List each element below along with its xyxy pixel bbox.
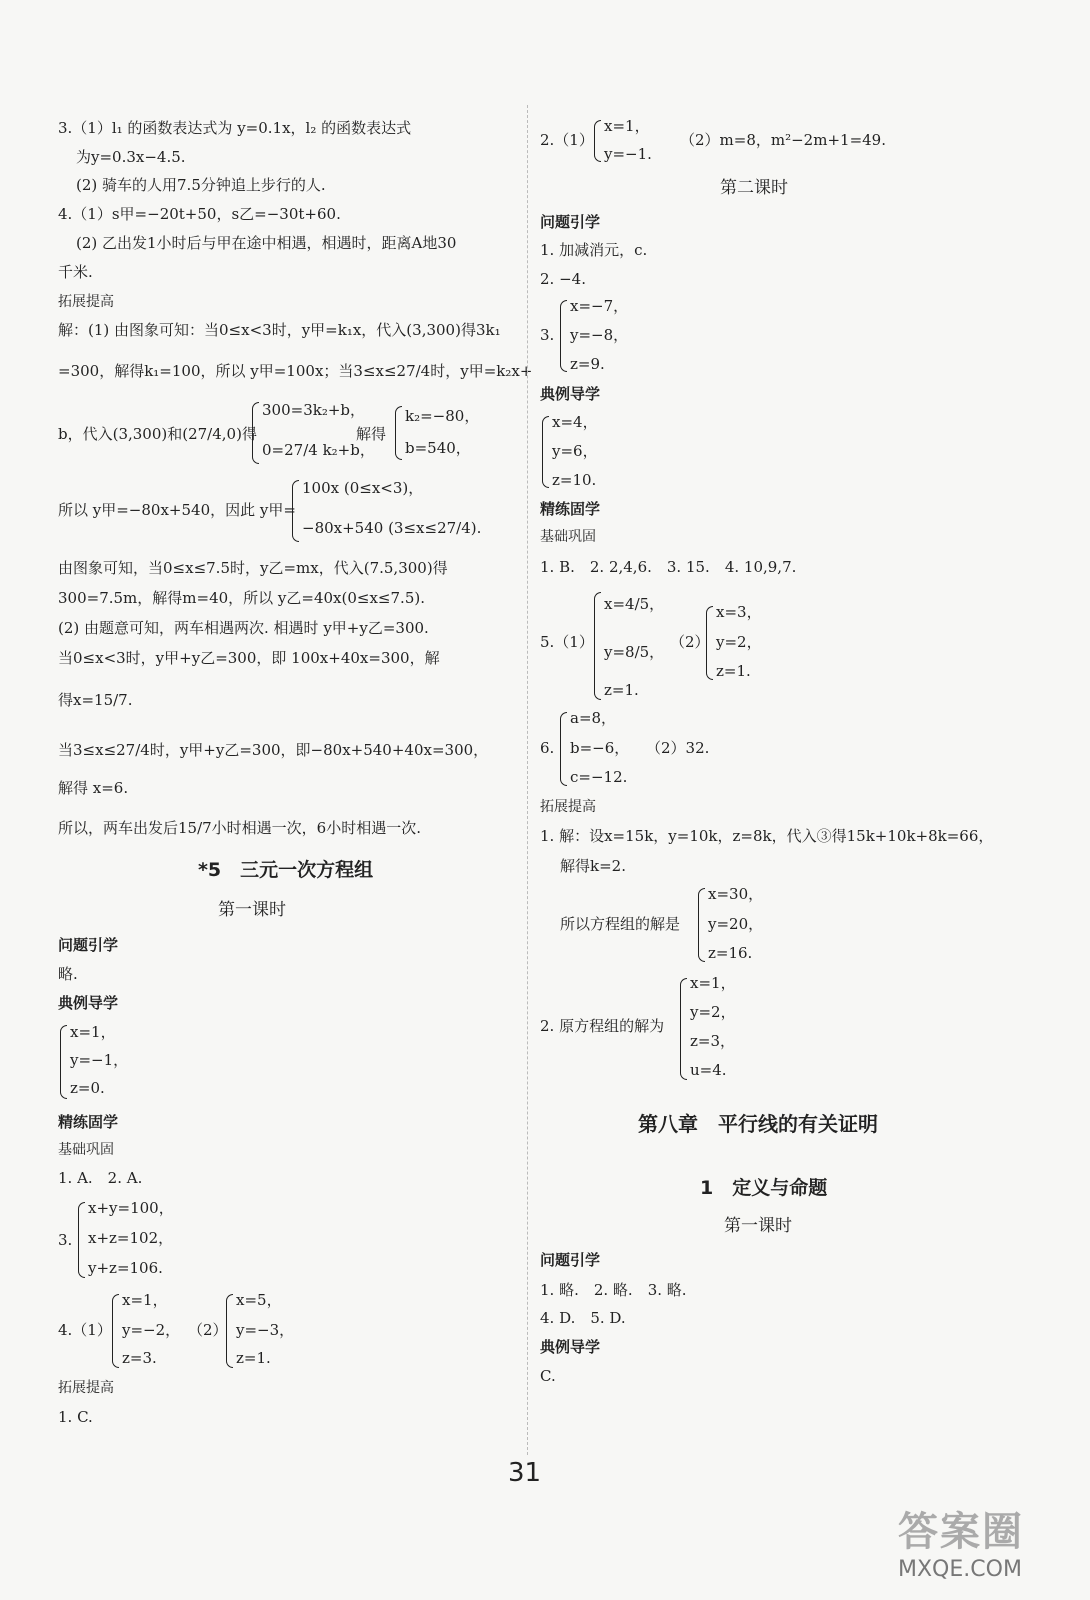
chapter-heading: 第八章 平行线的有关证明 — [638, 1112, 878, 1136]
equation-line: b=−6， — [570, 739, 630, 757]
text-line: 2. −4. — [540, 270, 586, 288]
equation-line: y=−1， — [70, 1051, 129, 1069]
text-line: 解得 — [356, 425, 387, 443]
equation-line: z=10. — [552, 471, 597, 489]
text-line: b，代入(3,300)和(27/4,0)得 — [58, 425, 257, 443]
subsection-label: 基础巩固 — [540, 529, 596, 545]
text-line: 3. — [58, 1231, 73, 1249]
equation-line: a=8， — [570, 709, 617, 727]
equation-line: x=5， — [236, 1291, 282, 1309]
equation-brace — [698, 888, 705, 962]
equation-brace — [594, 120, 601, 162]
equation-line: y=−3， — [236, 1321, 295, 1339]
equation-brace — [60, 1025, 67, 1099]
text-line: 解：(1) 由图象可知：当0≤x<3时，y甲=k₁x，代入(3,300)得3k₁ — [58, 321, 501, 339]
text-line: 6. — [540, 739, 555, 757]
text-line: （2）m=8，m²−2m+1=49. — [680, 131, 886, 149]
equation-line: z=9. — [570, 355, 605, 373]
text-line: 4.（1）s甲=−20t+50，s乙=−30t+60. — [58, 205, 341, 223]
equation-brace — [594, 592, 601, 700]
lesson-heading: 第二课时 — [720, 178, 788, 198]
equation-line: z=1. — [236, 1349, 271, 1367]
text-line: 解得k=2. — [560, 857, 626, 875]
equation-brace — [292, 480, 299, 542]
text-line: 所以方程组的解是 — [560, 915, 681, 933]
right-column — [528, 0, 1090, 1460]
text-line: 300=7.5m，解得m=40，所以 y乙=40x(0≤x≤7.5). — [58, 589, 425, 607]
subsection-label: 典例导学 — [540, 385, 601, 403]
text-line: 5.（1） — [540, 633, 594, 651]
equation-line: x+y=100， — [88, 1199, 174, 1217]
equation-line: x=1， — [604, 117, 650, 135]
text-line: 当0≤x<3时，y甲+y乙=300，即 100x+40x=300，解 — [58, 649, 440, 667]
text-line: (2) 由题意可知，两车相遇两次. 相遇时 y甲+y乙=300. — [58, 619, 429, 637]
text-line: =300，解得k₁=100，所以 y甲=100x；当3≤x≤27/4时，y甲=k₂x+ — [58, 362, 533, 380]
equation-line: 300=3k₂+b， — [262, 401, 366, 419]
equation-line: z=3. — [122, 1349, 157, 1367]
text-line: C. — [540, 1367, 556, 1385]
text-line: 3.（1）l₁ 的函数表达式为 y=0.1x，l₂ 的函数表达式 — [58, 119, 412, 137]
text-line: 4.（1） — [58, 1321, 112, 1339]
text-line: (2) 乙出发1小时后与甲在途中相遇，相遇时，距离A地30 — [76, 234, 457, 252]
equation-line: u=4. — [690, 1061, 727, 1079]
subsection-label: 拓展提高 — [540, 799, 596, 815]
text-line: 得x=15/7. — [58, 691, 133, 709]
equation-line: y=−8， — [570, 326, 629, 344]
text-line: 所以 y甲=−80x+540，因此 y甲= — [58, 501, 296, 519]
subsection-label: 问题引学 — [58, 936, 119, 954]
equation-line: y=−2， — [122, 1321, 181, 1339]
text-line: 1. 略. 2. 略. 3. 略. — [540, 1281, 687, 1299]
subsection-label: 基础巩固 — [58, 1142, 114, 1158]
subsection-label: 精练固学 — [58, 1113, 119, 1131]
text-line: （2）32. — [646, 739, 710, 757]
text-line: (2) 骑车的人用7.5分钟追上步行的人. — [76, 176, 326, 194]
equation-line: y=2， — [716, 633, 762, 651]
text-line: （2） — [670, 633, 710, 651]
equation-brace — [560, 712, 567, 786]
subsection-label: 问题引学 — [540, 213, 601, 231]
text-line: 千米. — [58, 263, 93, 281]
subsection-label: 拓展提高 — [58, 1380, 114, 1396]
equation-brace — [112, 1294, 119, 1368]
text-line: 2. 原方程组的解为 — [540, 1017, 665, 1035]
text-line: 解得 x=6. — [58, 779, 129, 797]
left-column — [0, 0, 533, 1460]
equation-line: y=−1. — [604, 145, 652, 163]
text-line: 1. 加减消元，c. — [540, 241, 648, 259]
text-line: 3. — [540, 326, 555, 344]
equation-line: c=−12. — [570, 768, 628, 786]
watermark — [898, 1500, 1078, 1590]
equation-line: x=4， — [552, 413, 598, 431]
section-heading: 1 定义与命题 — [700, 1177, 828, 1199]
text-line: 1. 解：设x=15k，y=10k，z=8k，代入③得15k+10k+8k=66， — [540, 827, 994, 845]
equation-line: y=6， — [552, 442, 598, 460]
equation-line: z=1. — [604, 681, 639, 699]
text-line: 当3≤x≤27/4时，y甲+y乙=300，即−80x+540+40x=300， — [58, 741, 489, 759]
equation-line: k₂=−80， — [405, 407, 480, 425]
equation-line: x=1， — [70, 1023, 116, 1041]
text-line: 所以，两车出发后15/7小时相遇一次，6小时相遇一次. — [58, 819, 421, 837]
subsection-label: 典例导学 — [58, 994, 119, 1012]
page-number: 31 — [508, 1458, 542, 1488]
equation-brace — [252, 402, 259, 464]
equation-brace — [78, 1202, 85, 1278]
equation-line: −80x+540 (3≤x≤27/4). — [302, 519, 482, 537]
section-heading: *5 三元一次方程组 — [198, 859, 374, 881]
equation-line: x=−7， — [570, 297, 629, 315]
equation-brace — [706, 606, 713, 680]
watermark-logo-text: 答案圈 — [898, 1509, 1024, 1555]
equation-line: y=2， — [690, 1003, 736, 1021]
lesson-heading: 第一课时 — [218, 900, 286, 920]
equation-line: x=3， — [716, 603, 762, 621]
equation-brace — [680, 978, 687, 1080]
equation-line: z=1. — [716, 662, 751, 680]
equation-brace — [395, 406, 402, 460]
equation-line: y+z=106. — [88, 1259, 163, 1277]
equation-line: x+z=102， — [88, 1229, 174, 1247]
text-line: 1. A. 2. A. — [58, 1169, 143, 1187]
equation-line: 100x (0≤x<3)， — [302, 479, 424, 497]
equation-line: y=8/5， — [604, 643, 665, 661]
text-line: 1. C. — [58, 1408, 93, 1426]
equation-line: 0=27/4 k₂+b， — [262, 441, 375, 459]
equation-brace — [560, 300, 567, 372]
lesson-heading: 第一课时 — [724, 1216, 792, 1236]
equation-line: z=3， — [690, 1032, 736, 1050]
subsection-label: 精练固学 — [540, 500, 601, 518]
watermark-url: MXQE.COM — [898, 1557, 1022, 1582]
text-line: 2.（1） — [540, 131, 594, 149]
equation-line: b=540， — [405, 439, 471, 457]
subsection-label: 问题引学 — [540, 1251, 601, 1269]
text-line: 由图象可知，当0≤x≤7.5时，y乙=mx，代入(7.5,300)得 — [58, 559, 448, 577]
equation-brace — [226, 1294, 233, 1368]
equation-line: y=20， — [708, 915, 764, 933]
equation-line: x=30， — [708, 885, 764, 903]
subsection-label: 拓展提高 — [58, 294, 114, 310]
subsection-label: 典例导学 — [540, 1338, 601, 1356]
text-line: （2） — [188, 1321, 228, 1339]
equation-line: x=1， — [122, 1291, 168, 1309]
equation-line: z=16. — [708, 944, 753, 962]
equation-brace — [542, 416, 549, 488]
text-line: 1. B. 2. 2,4,6. 3. 15. 4. 10,9,7. — [540, 558, 797, 576]
equation-line: x=4/5， — [604, 595, 665, 613]
equation-line: z=0. — [70, 1079, 105, 1097]
text-line: 为y=0.3x−4.5. — [76, 148, 186, 166]
text-line: 略. — [58, 965, 78, 983]
text-line: 4. D. 5. D. — [540, 1309, 626, 1327]
equation-line: x=1， — [690, 974, 736, 992]
